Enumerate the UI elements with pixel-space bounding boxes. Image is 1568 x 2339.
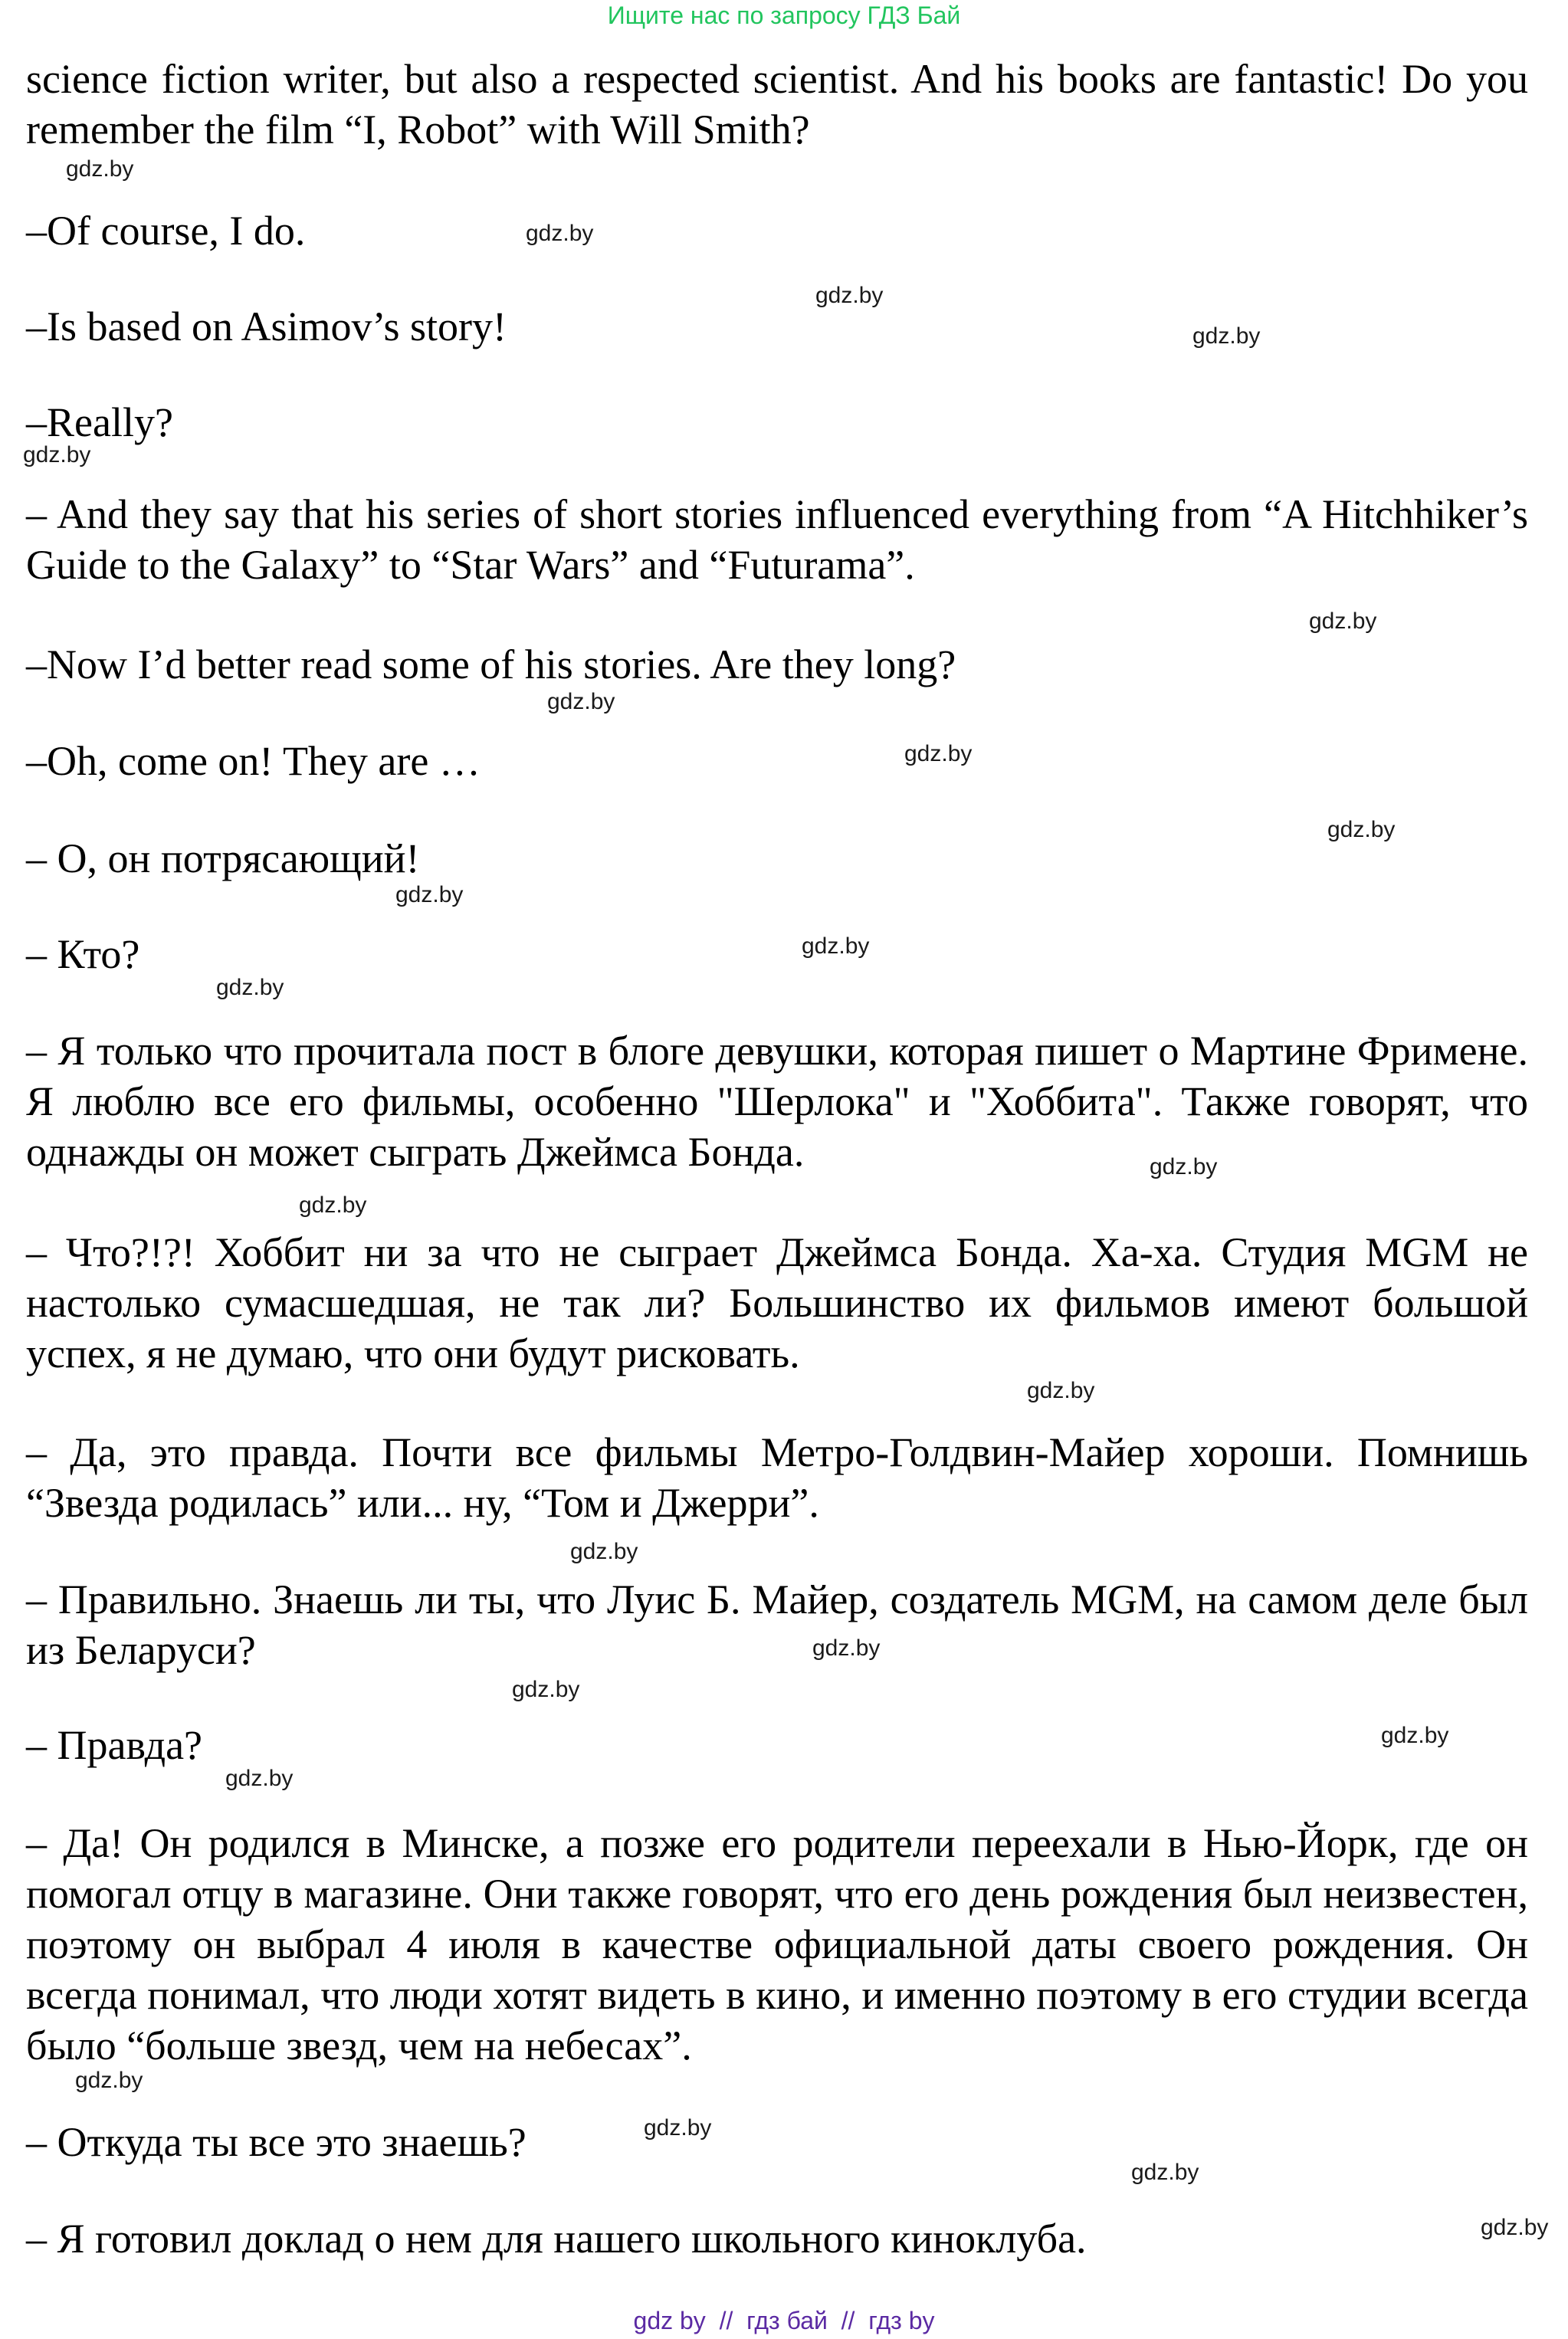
watermark: gdz.by bbox=[547, 689, 615, 714]
paragraph-13: – Правильно. Знаешь ли ты, что Луис Б. Майер, создатель MGM, на самом деле был из Беларуси? bbox=[26, 1576, 1528, 1673]
watermark: gdz.by bbox=[1481, 2215, 1549, 2240]
footer-links: gdz by // гдз бай // гдз by bbox=[633, 2307, 935, 2334]
watermark: gdz.by bbox=[644, 2115, 712, 2141]
paragraph-11: – Что?!?! Хоббит ни за что не сыграет Джеймса Бонда. Ха-ха. Студия MGM не настолько сумасшедшая, не так ли? Большинство их фильмов имеют большой успех, я не думаю, что они будут рисковать. bbox=[26, 1229, 1528, 1376]
top-banner: Ищите нас по запросу ГДЗ Бай bbox=[607, 2, 961, 29]
watermark: gdz.by bbox=[216, 975, 284, 1000]
watermark: gdz.by bbox=[395, 882, 464, 907]
watermark: gdz.by bbox=[1150, 1154, 1218, 1179]
watermark: gdz.by bbox=[904, 741, 973, 766]
paragraph-6: –Now I’d better read some of his stories. Are they long? bbox=[26, 641, 956, 687]
paragraph-12: – Да, это правда. Почти все фильмы Метро-Голдвин-Майер хороши. Помнишь “Звезда родилась” или... ну, “Том и Джерри”. bbox=[26, 1429, 1528, 1526]
watermark: gdz.by bbox=[23, 442, 91, 467]
paragraph-5: – And they say that his series of short stories influenced everything from “A Hitchhiker’s Guide to the Galaxy” to “Star Wars” and “Futurama”. bbox=[26, 491, 1528, 588]
watermark: gdz.by bbox=[1381, 1723, 1449, 1748]
watermark: gdz.by bbox=[812, 1635, 881, 1661]
paragraph-10: – Я только что прочитала пост в блоге девушки, которая пишет о Мартине Фримене. Я люблю все его фильмы, особенно "Шерлока" и "Хоббита". Также говорят, что однажды он может сыграть Джеймса Бонда. bbox=[26, 1028, 1528, 1175]
watermark: gdz.by bbox=[802, 933, 870, 959]
watermark: gdz.by bbox=[299, 1192, 367, 1218]
watermark: gdz.by bbox=[75, 2068, 143, 2093]
watermark: gdz.by bbox=[512, 1677, 580, 1702]
watermark: gdz.by bbox=[815, 283, 884, 308]
paragraph-14: – Правда? bbox=[26, 1722, 203, 1768]
watermark: gdz.by bbox=[570, 1539, 638, 1564]
paragraph-15: – Да! Он родился в Минске, а позже его родители переехали в Нью-Йорк, где он помогал отцу в магазине. Они также говорят, что его день рождения был неизвестен, поэтому он выбрал 4 июля в качестве официальной даты своего рождения. Он всегда понимал, что люди хотят видеть в кино, и именно поэтому в его студии всегда было “больше звезд, чем на небесах”. bbox=[26, 1820, 1528, 2068]
paragraph-2: –Of course, I do. bbox=[26, 208, 306, 254]
watermark: gdz.by bbox=[66, 156, 134, 182]
watermark: gdz.by bbox=[526, 221, 594, 246]
watermark: gdz.by bbox=[1192, 323, 1261, 349]
watermark: gdz.by bbox=[1027, 1378, 1095, 1403]
paragraph-16: – Откуда ты все это знаешь? bbox=[26, 2119, 526, 2165]
paragraph-17: – Я готовил доклад о нем для нашего школьного киноклуба. bbox=[26, 2216, 1087, 2262]
paragraph-4: –Really? bbox=[26, 399, 173, 445]
paragraph-9: – Кто? bbox=[26, 931, 140, 977]
watermark: gdz.by bbox=[1131, 2160, 1199, 2185]
paragraph-3: –Is based on Asimov’s story! bbox=[26, 303, 507, 349]
paragraph-1: science fiction writer, but also a respected scientist. And his books are fantastic! Do you remember the film “I, Robot” with Will Smith? bbox=[26, 56, 1528, 153]
watermark: gdz.by bbox=[225, 1766, 294, 1791]
watermark: gdz.by bbox=[1309, 609, 1377, 634]
paragraph-7: –Oh, come on! They are … bbox=[26, 738, 481, 784]
paragraph-8: – О, он потрясающий! bbox=[26, 835, 420, 881]
watermark: gdz.by bbox=[1327, 817, 1396, 842]
